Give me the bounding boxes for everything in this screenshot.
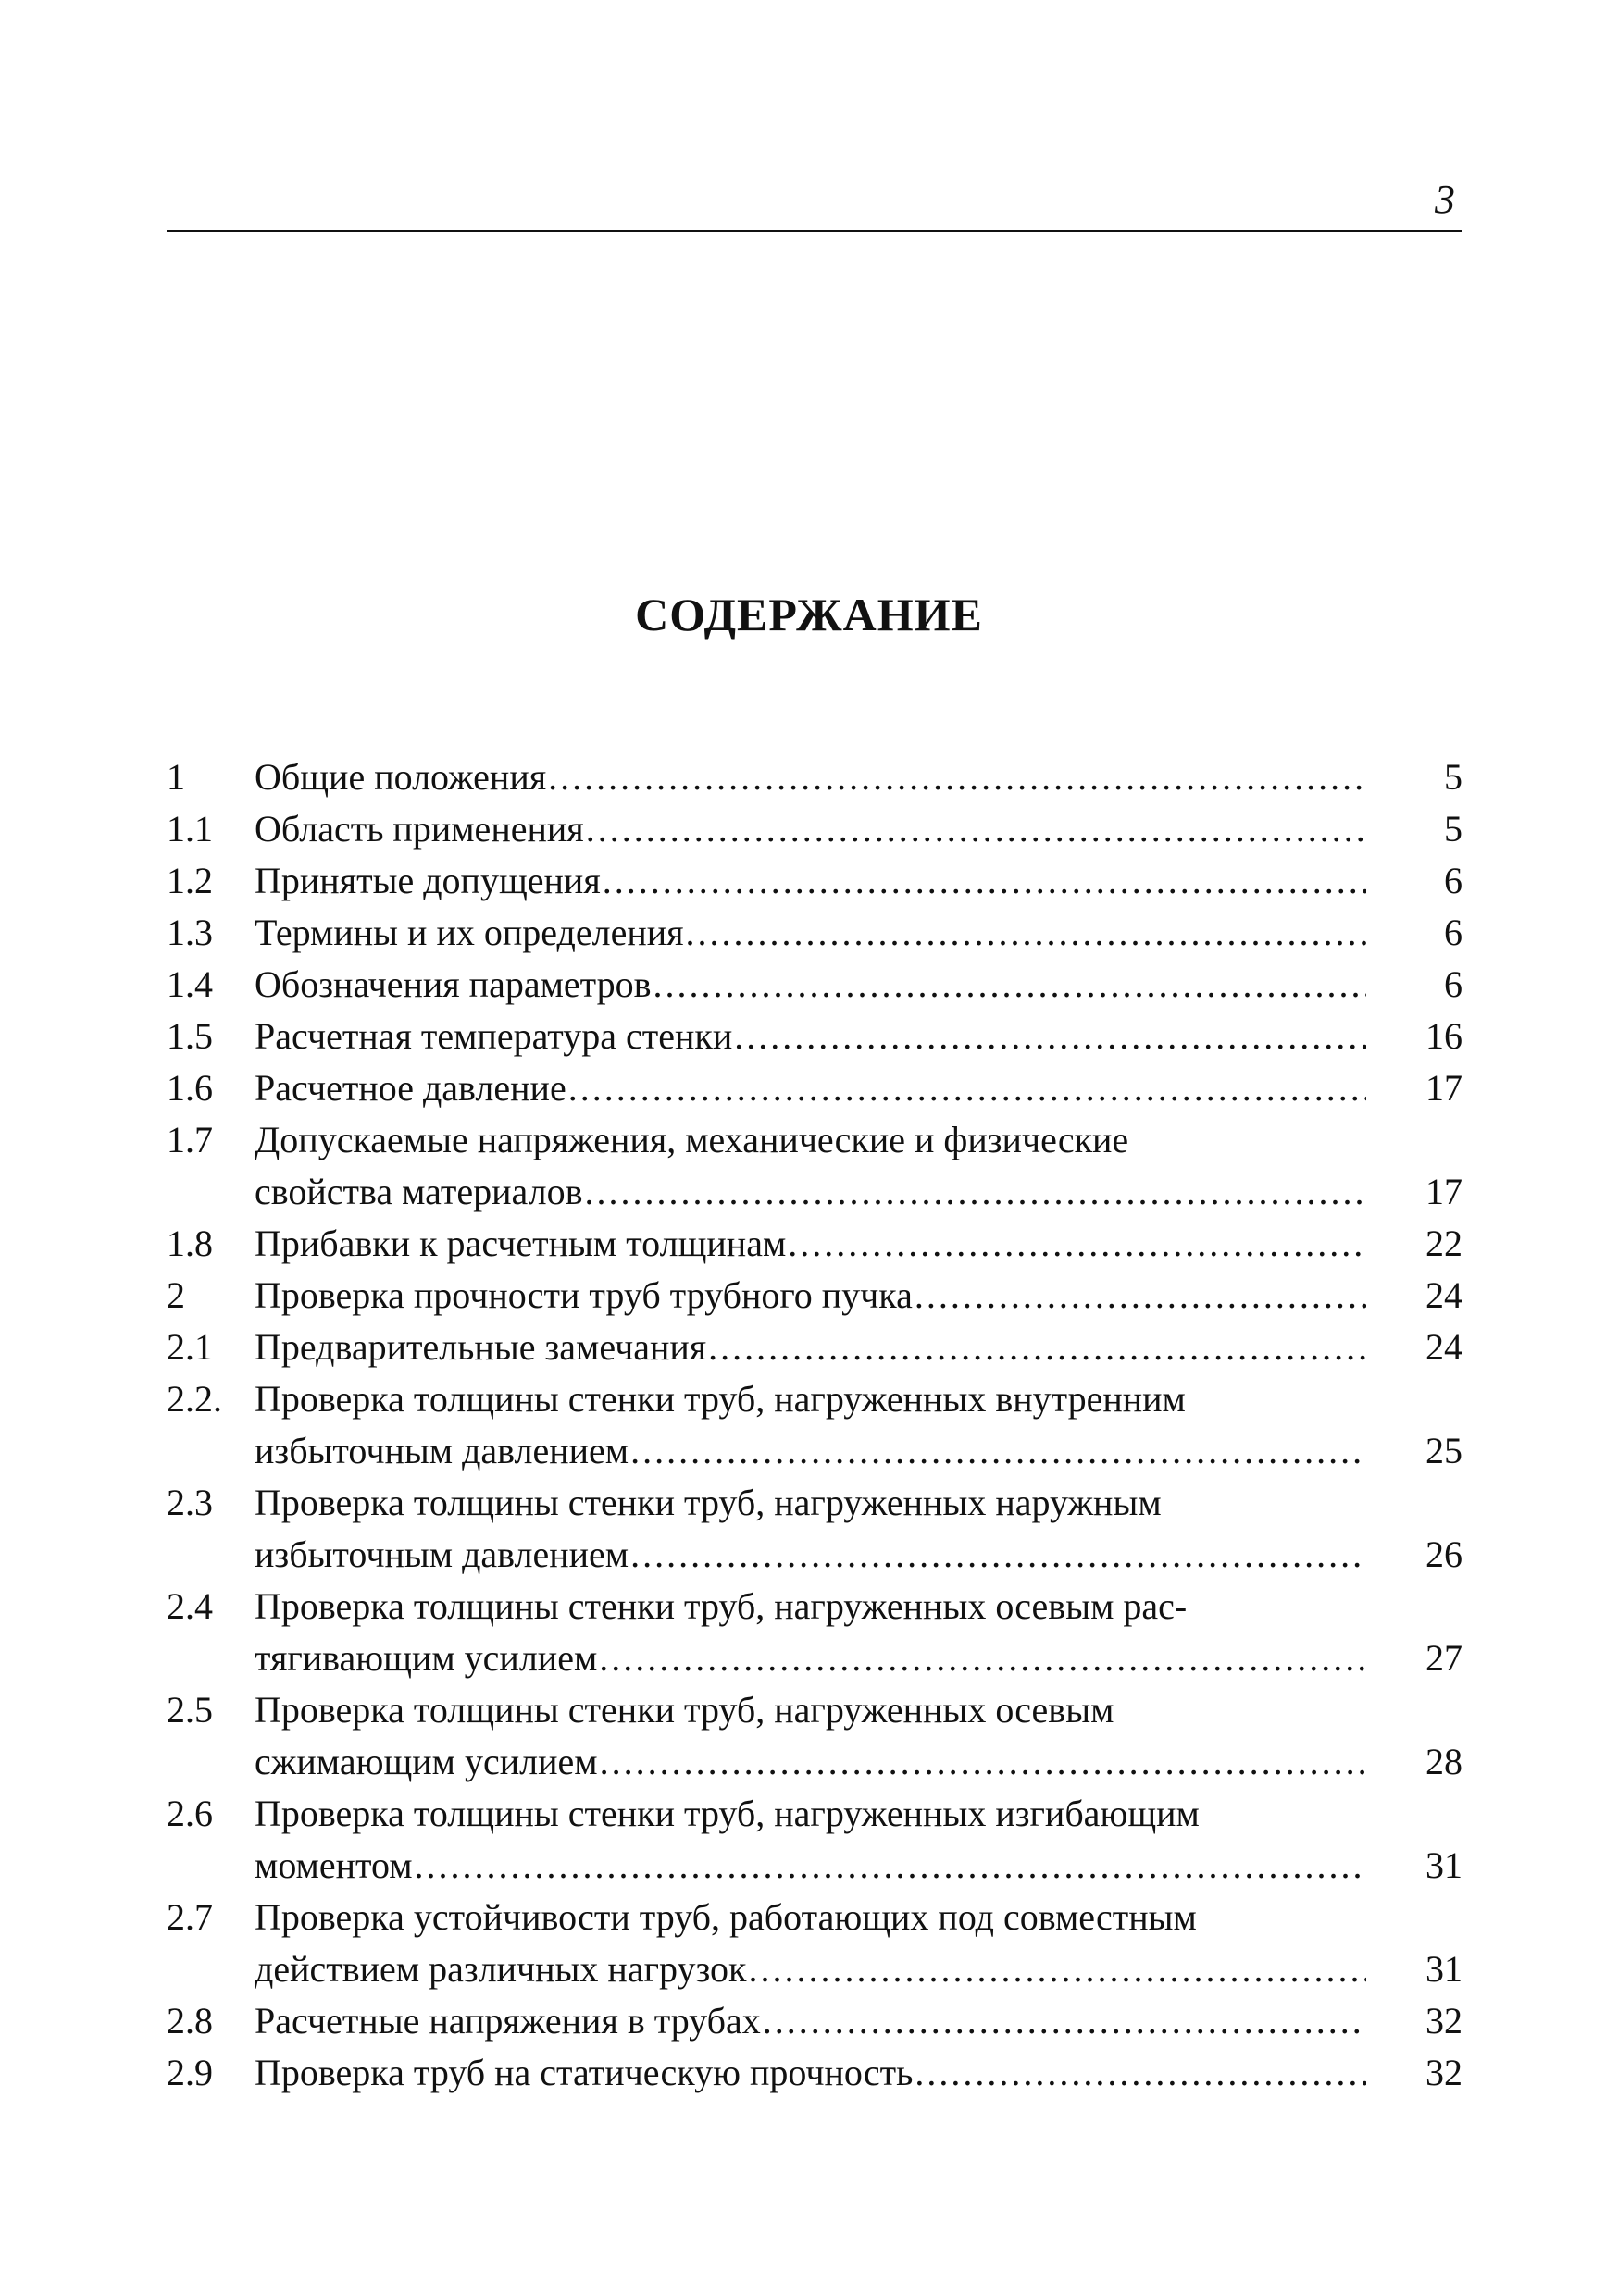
dot-leader [786, 1218, 1366, 1270]
toc-entry-title-line: Принятые допущения [255, 860, 601, 901]
toc-entry[interactable] [167, 1684, 1462, 1788]
toc-entry[interactable] [167, 855, 1462, 907]
toc-entry[interactable] [167, 751, 1462, 803]
toc-entry-title-line: свойства материалов [255, 1171, 583, 1212]
toc-entry-title-line: Проверка толщины стенки труб, нагруженных осевым [255, 1689, 1114, 1731]
toc-entry[interactable] [167, 2047, 1462, 2099]
dot-leader [584, 803, 1366, 855]
toc-entry-page: 32 [1425, 2052, 1462, 2093]
dot-leader [629, 1529, 1366, 1581]
dot-leader [629, 1425, 1366, 1477]
toc-entry-title [255, 959, 1381, 1011]
toc-entry-title-line: Общие положения [255, 756, 547, 798]
dot-leader [746, 1943, 1366, 1995]
toc-entry-number: 2.9 [167, 2052, 213, 2093]
toc-entry-page: 6 [1444, 860, 1462, 901]
toc-entry-page: 27 [1425, 1637, 1462, 1679]
toc-entry-number: 1.2 [167, 860, 213, 901]
toc-entry-page: 31 [1425, 1948, 1462, 1990]
toc-entry-page: 17 [1425, 1171, 1462, 1212]
toc-entry-title [255, 1114, 1381, 1218]
dot-leader [732, 1011, 1366, 1062]
dot-leader [761, 1995, 1366, 2047]
toc-entry-title-line: Предварительные замечания [255, 1326, 707, 1368]
dot-leader [913, 2047, 1366, 2099]
dot-leader [597, 1632, 1366, 1684]
toc-entry-page: 6 [1444, 963, 1462, 1005]
toc-entry-title-line: избыточным давлением [255, 1430, 629, 1471]
toc-entry-title [255, 1322, 1381, 1373]
toc-entry-title-line: избыточным давлением [255, 1533, 629, 1575]
toc-entry-title-line: Расчетные напряжения в трубах [255, 2000, 761, 2042]
toc-entry[interactable] [167, 1995, 1462, 2047]
toc-entry-page: 6 [1444, 912, 1462, 953]
toc-entry-number: 1.6 [167, 1067, 213, 1109]
toc-entry-page: 17 [1425, 1067, 1462, 1109]
page-title: СОДЕРЖАНИЕ [635, 588, 983, 640]
toc-entry[interactable] [167, 1477, 1462, 1581]
toc-entry-title-line: Проверка толщины стенки труб, нагруженных изгибающим [255, 1793, 1200, 1834]
toc-entry-number: 2.5 [167, 1689, 213, 1731]
toc-entry-number: 1 [167, 756, 185, 798]
toc-entry-number: 1.3 [167, 912, 213, 953]
toc-entry-number: 2 [167, 1274, 185, 1316]
toc-entry[interactable] [167, 1062, 1462, 1114]
toc-entry-title [255, 2047, 1381, 2099]
table-of-contents [167, 751, 1462, 2099]
toc-entry-title [255, 1684, 1381, 1788]
toc-entry[interactable] [167, 1373, 1462, 1477]
toc-entry-title [255, 1892, 1381, 1995]
toc-entry-number: 2.7 [167, 1896, 213, 1938]
toc-entry-number: 1.5 [167, 1015, 213, 1057]
toc-entry-title [255, 803, 1381, 855]
toc-entry-number: 2.6 [167, 1793, 213, 1834]
toc-entry[interactable] [167, 1581, 1462, 1684]
toc-entry-number: 2.4 [167, 1585, 213, 1627]
toc-entry[interactable] [167, 1892, 1462, 1995]
toc-entry-number: 1.7 [167, 1119, 213, 1160]
toc-entry-title-line: Проверка прочности труб трубного пучка [255, 1274, 913, 1316]
toc-entry-title-line: Проверка устойчивости труб, работающих под совместным [255, 1896, 1197, 1938]
toc-entry-page: 32 [1425, 2000, 1462, 2042]
toc-entry-title-line: Проверка толщины стенки труб, нагруженных осевым рас- [255, 1585, 1188, 1627]
toc-entry-title [255, 1218, 1381, 1270]
toc-entry[interactable] [167, 1114, 1462, 1218]
dot-leader [582, 1166, 1366, 1218]
toc-entry[interactable] [167, 1788, 1462, 1892]
toc-entry-title [255, 1995, 1381, 2047]
toc-entry-title-line: Проверка толщины стенки труб, нагруженных внутренним [255, 1378, 1186, 1420]
toc-entry-title-line: Расчетная температура стенки [255, 1015, 733, 1057]
toc-entry[interactable] [167, 959, 1462, 1011]
toc-entry-page: 16 [1425, 1015, 1462, 1057]
toc-entry-title-line: Прибавки к расчетным толщинам [255, 1222, 787, 1264]
toc-entry-title-line: сжимающим усилием [255, 1741, 598, 1782]
toc-entry-page: 22 [1425, 1222, 1462, 1264]
toc-entry[interactable] [167, 803, 1462, 855]
dot-leader [706, 1322, 1366, 1373]
toc-entry-title [255, 1581, 1381, 1684]
toc-entry-page: 28 [1425, 1741, 1462, 1782]
toc-entry-number: 1.8 [167, 1222, 213, 1264]
running-header [167, 176, 1462, 232]
toc-entry-page: 31 [1425, 1844, 1462, 1886]
toc-entry-title-line: Проверка толщины стенки труб, нагруженных наружным [255, 1482, 1162, 1523]
toc-entry-title [255, 1270, 1381, 1322]
toc-entry-title [255, 751, 1381, 803]
dot-leader [598, 1736, 1366, 1788]
toc-entry-title [255, 1477, 1381, 1581]
toc-entry-title-line: Область применения [255, 808, 584, 850]
toc-entry-title [255, 1062, 1381, 1114]
toc-entry-title-line: Расчетное давление [255, 1067, 566, 1109]
dot-leader [913, 1270, 1366, 1322]
toc-entry-number: 1.4 [167, 963, 213, 1005]
toc-entry[interactable] [167, 1322, 1462, 1373]
toc-entry[interactable] [167, 1218, 1462, 1270]
page-number: 3 [1435, 177, 1455, 222]
toc-entry-title [255, 1011, 1381, 1062]
toc-entry-title [255, 855, 1381, 907]
toc-entry-page: 24 [1425, 1326, 1462, 1368]
toc-entry-number: 2.2. [167, 1378, 222, 1420]
toc-entry-page: 26 [1425, 1533, 1462, 1575]
dot-leader [601, 855, 1366, 907]
toc-entry-title [255, 1788, 1381, 1892]
toc-entry[interactable] [167, 1270, 1462, 1322]
toc-entry-number: 2.1 [167, 1326, 213, 1368]
dot-leader [566, 1062, 1366, 1114]
toc-entry-title-line: действием различных нагрузок [255, 1948, 747, 1990]
dot-leader [546, 751, 1366, 803]
toc-entry-number: 2.3 [167, 1482, 213, 1523]
toc-entry-title-line: Обозначения параметров [255, 963, 652, 1005]
toc-entry-title-line: тягивающим усилием [255, 1637, 598, 1679]
dot-leader [684, 907, 1366, 959]
toc-entry-number: 2.8 [167, 2000, 213, 2042]
toc-entry-title [255, 1373, 1381, 1477]
toc-entry-title [255, 907, 1381, 959]
toc-entry-title-line: моментом [255, 1844, 413, 1886]
toc-entry-title-line: Термины и их определения [255, 912, 684, 953]
dot-leader [413, 1840, 1366, 1892]
toc-entry-page: 25 [1425, 1430, 1462, 1471]
toc-entry-page: 5 [1444, 808, 1462, 850]
toc-entry[interactable] [167, 1011, 1462, 1062]
toc-entry-number: 1.1 [167, 808, 213, 850]
toc-entry-page: 24 [1425, 1274, 1462, 1316]
dot-leader [652, 959, 1366, 1011]
toc-entry-title-line: Проверка труб на статическую прочность [255, 2052, 914, 2093]
toc-entry-page: 5 [1444, 756, 1462, 798]
toc-entry[interactable] [167, 907, 1462, 959]
toc-entry-title-line: Допускаемые напряжения, механические и физические [255, 1119, 1129, 1160]
